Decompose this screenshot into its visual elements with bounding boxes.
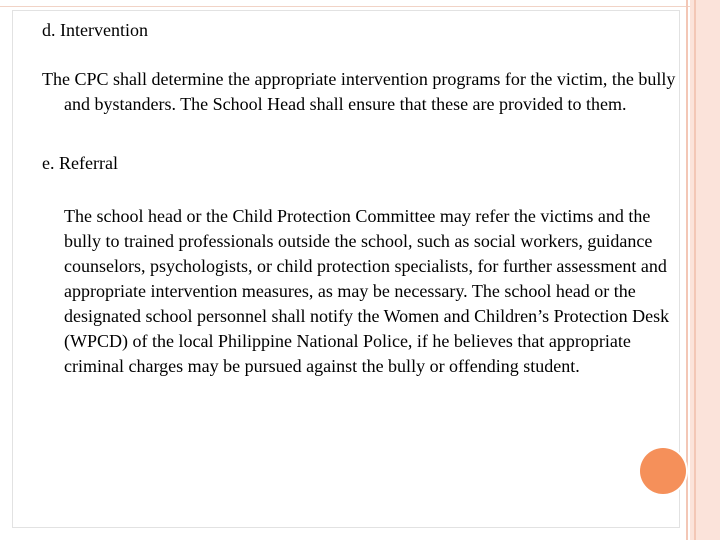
slide-content <box>42 18 678 379</box>
section-body-referral: The school head or the Child Protection Committee may refer the victims and the bully to trained professionals outside the school, such as social workers, guidance counselors, psychologists, or child protection specialists, for further assessment and appropriate intervention measures, as may be necessary. The school head or the designated school personnel shall notify the Women and Children’s Protection Desk (WPCD) of the local Philippine National Police, if he believes that appropriate criminal charges may be pursued against the bully or offending student. <box>64 206 670 376</box>
right-decorative-line <box>694 0 696 540</box>
section-heading-intervention: d. Intervention <box>42 20 148 40</box>
section-heading-referral: e. Referral <box>42 153 118 173</box>
section-body-intervention: The CPC shall determine the appropriate intervention programs for the victim, the bully and bystanders. The School Head shall ensure that these are provided to them. <box>42 69 676 114</box>
accent-circle-icon <box>640 448 686 494</box>
top-decorative-line <box>0 6 720 7</box>
right-decorative-line <box>686 0 688 540</box>
